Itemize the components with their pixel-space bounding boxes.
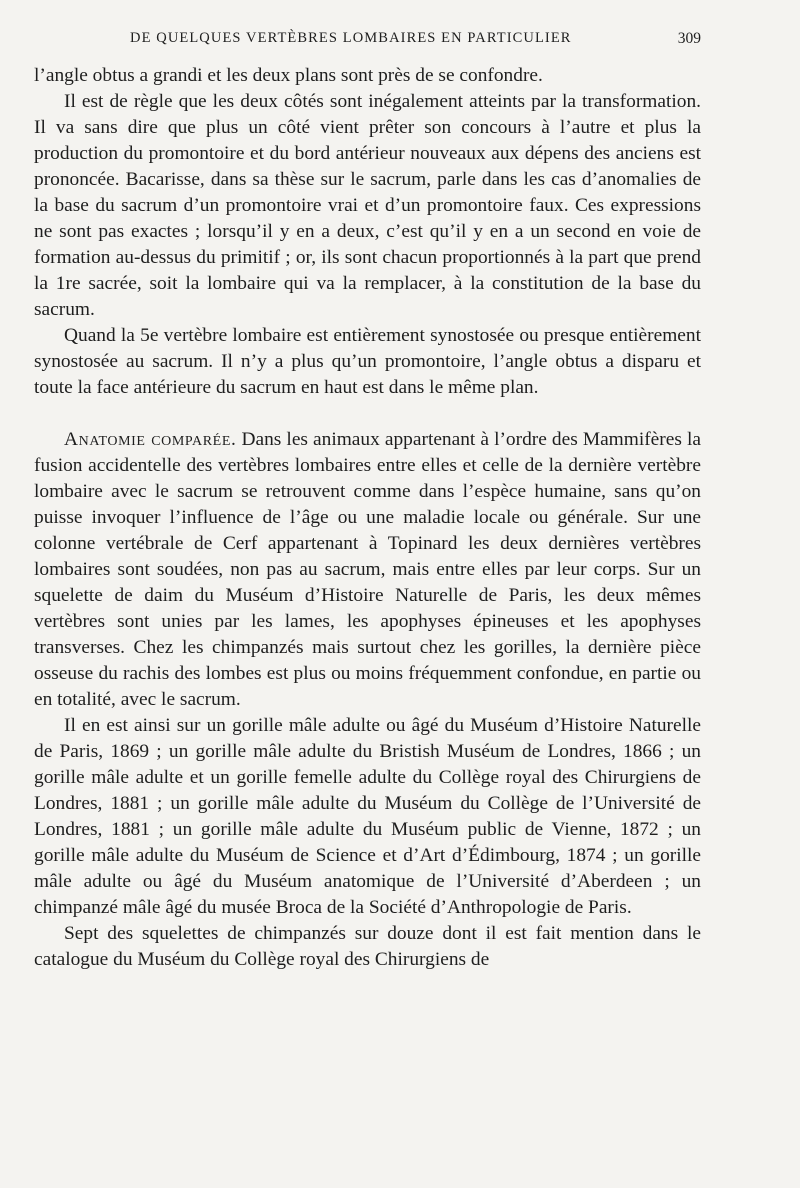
paragraph-4-text: Dans les animaux appartenant à l’ordre des Mammifères la fusion accidentelle des vertèbres lombaires entre elles et celle de la dernière vertèbre lombaire avec le sacrum se retrouvent comme dans l’espèce humaine, sans qu’on puisse invoquer l’influence de l’âge ou une maladie locale ou générale. Sur une colonne vertébrale de Cerf appartenant à Topinard les deux dernières vertèbres lombaires sont soudées, non pas au sacrum, mais entre elles par leur corps. Sur un squelette de daim du Muséum d’Histoire Naturelle de Paris, les deux mêmes vertèbres sont unies par les lames, les apophyses épineuses et les apophyses transverses. Chez les chimpanzés mais surtout chez les gorilles, la dernière pièce osseuse du rachis des lombes est plus ou moins fréquemment confondue, en partie ou en totalité, avec le sacrum.	[34, 429, 701, 710]
paragraph-6: Sept des squelettes de chimpanzés sur douze dont il est fait mention dans le catalogue du Muséum du Collège royal des Chirurgiens de	[34, 923, 701, 970]
paragraph-4	[34, 427, 701, 713]
section-heading-anatomie-comparee: Anatomie comparée.	[64, 429, 237, 450]
running-head: DE QUELQUES VERTÈBRES LOMBAIRES EN PARTICULIER	[130, 30, 572, 46]
paragraph-5: Il en est ainsi sur un gorille mâle adulte ou âgé du Muséum d’Histoire Naturelle de Paris, 1869 ; un gorille mâle adulte du Bristish Muséum de Londres, 1866 ; un gorille mâle adulte et un gorille femelle adulte du Collège royal des Chirurgiens de Londres, 1881 ; un gorille mâle adulte du Muséum du Collège de l’Université de Londres, 1881 ; un gorille mâle adulte du Muséum public de Vienne, 1872 ; un gorille mâle adulte du Muséum de Science et d’Art d’Édimbourg, 1874 ; un gorille mâle adulte ou âgé du Muséum anatomique de l’Université d’Aberdeen ; un chimpanzé mâle âgé du musée Broca de la Société d’Anthropologie de Paris.	[34, 715, 701, 918]
paragraph-3: Quand la 5e vertèbre lombaire est entièrement synostosée ou presque entièrement synostosée au sacrum. Il n’y a plus qu’un promontoire, l’angle obtus a disparu et toute la face antérieure du sacrum en haut est dans le même plan.	[34, 325, 701, 398]
paragraph-1: l’angle obtus a grandi et les deux plans sont près de se confondre.	[34, 65, 543, 86]
page-header	[34, 30, 701, 52]
page-number: 309	[677, 30, 701, 47]
paragraph-2: Il est de règle que les deux côtés sont inégalement atteints par la transformation. Il va sans dire que plus un côté vient prêter son concours à l’autre et plus la production du promontoire et du bord antérieur nouveaux aux dépens des anciens est prononcée. Bacarisse, dans sa thèse sur le sacrum, parle dans les cas d’anomalies de la base du sacrum d’un promontoire vrai et d’un promontoire faux. Ces expressions ne sont pas exactes ; lorsqu’il y en a deux, c’est qu’il y en a un second en voie de formation au-dessus du primitif ; or, ils sont chacun proportionnés à la part que prend la 1re sacrée, soit la lombaire qui va la remplacer, à la constitution de la base du sacrum.	[34, 91, 701, 320]
body-text	[34, 63, 701, 973]
